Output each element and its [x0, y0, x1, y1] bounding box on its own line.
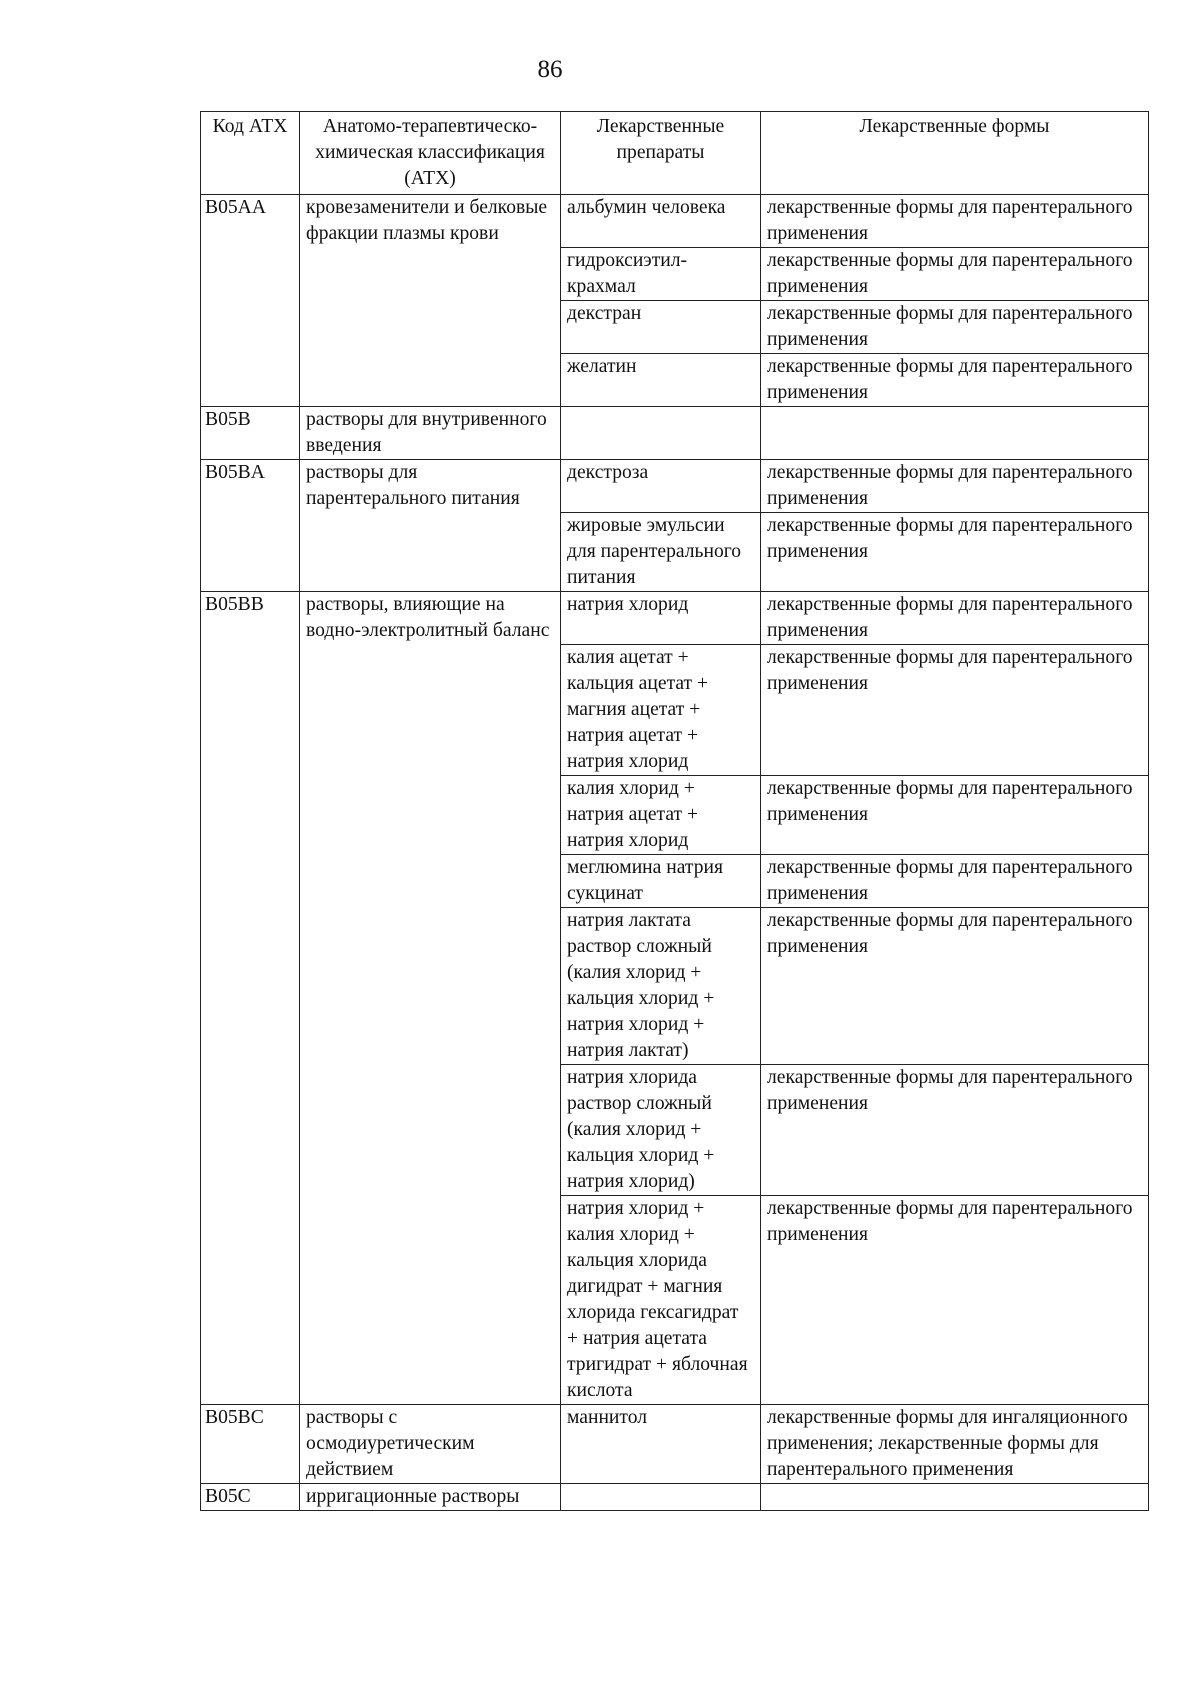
drug-name: натрия хлорид	[561, 592, 761, 645]
header-code: Код АТХ	[201, 112, 300, 195]
drug-name: гидроксиэтил-крахмал	[561, 248, 761, 301]
table-row	[201, 195, 1149, 248]
dosage-form	[761, 407, 1149, 460]
table-body	[201, 195, 1149, 1511]
header-forms: Лекарственные формы	[761, 112, 1149, 195]
page-number: 86	[537, 56, 563, 83]
table-row	[201, 407, 1149, 460]
atc-code: B05BB	[201, 592, 300, 1405]
atc-classification: кровезаменители и белковые фракции плазмы крови	[300, 195, 561, 407]
dosage-form: лекарственные формы для парентерального применения	[761, 301, 1149, 354]
table-row	[201, 1405, 1149, 1484]
drug-name: меглюмина натрия сукцинат	[561, 855, 761, 908]
dosage-form	[761, 1484, 1149, 1511]
atc-classification: ирригационные растворы	[300, 1484, 561, 1511]
drug-name: натрия хлорид + калия хлорид + кальция хлорида дигидрат + магния хлорида гексагидрат + натрия ацетата тригидрат + яблочная кислота	[561, 1196, 761, 1405]
dosage-form: лекарственные формы для парентерального применения	[761, 354, 1149, 407]
drug-name	[561, 407, 761, 460]
atc-code: B05C	[201, 1484, 300, 1511]
dosage-form: лекарственные формы для парентерального применения	[761, 776, 1149, 855]
drug-name: декстран	[561, 301, 761, 354]
atc-table	[200, 111, 1149, 1511]
dosage-form: лекарственные формы для парентерального применения	[761, 195, 1149, 248]
atc-classification: растворы для парентерального питания	[300, 460, 561, 592]
drug-name: декстроза	[561, 460, 761, 513]
dosage-form: лекарственные формы для ингаляционного применения; лекарственные формы для парентерального применения	[761, 1405, 1149, 1484]
dosage-form: лекарственные формы для парентерального применения	[761, 1196, 1149, 1405]
drug-name: маннитол	[561, 1405, 761, 1484]
drug-name: калия ацетат + кальция ацетат + магния ацетат + натрия ацетат + натрия хлорид	[561, 645, 761, 776]
atc-code: B05B	[201, 407, 300, 460]
atc-classification: растворы, влияющие на водно-электролитный баланс	[300, 592, 561, 1405]
atc-code: B05BC	[201, 1405, 300, 1484]
dosage-form: лекарственные формы для парентерального применения	[761, 908, 1149, 1065]
table-row	[201, 460, 1149, 513]
dosage-form: лекарственные формы для парентерального применения	[761, 855, 1149, 908]
atc-classification: растворы для внутривенного введения	[300, 407, 561, 460]
drug-name: альбумин человека	[561, 195, 761, 248]
header-classification: Анатомо-терапевтическо-химическая классификация (АТХ)	[300, 112, 561, 195]
drug-name: жировые эмульсии для парентерального питания	[561, 513, 761, 592]
dosage-form: лекарственные формы для парентерального применения	[761, 248, 1149, 301]
dosage-form: лекарственные формы для парентерального применения	[761, 592, 1149, 645]
header-drugs: Лекарственные препараты	[561, 112, 761, 195]
drug-name: калия хлорид + натрия ацетат + натрия хлорид	[561, 776, 761, 855]
table-header-row	[201, 112, 1149, 195]
dosage-form: лекарственные формы для парентерального применения	[761, 513, 1149, 592]
dosage-form: лекарственные формы для парентерального применения	[761, 460, 1149, 513]
dosage-form: лекарственные формы для парентерального применения	[761, 1065, 1149, 1196]
atc-code: B05AA	[201, 195, 300, 407]
drug-name: натрия хлорида раствор сложный (калия хлорид + кальция хлорид + натрия хлорид)	[561, 1065, 761, 1196]
atc-classification: растворы с осмодиуретическим действием	[300, 1405, 561, 1484]
atc-code: B05BA	[201, 460, 300, 592]
drug-name	[561, 1484, 761, 1511]
drug-name: желатин	[561, 354, 761, 407]
table-row	[201, 592, 1149, 645]
drug-name: натрия лактата раствор сложный (калия хлорид + кальция хлорид + натрия хлорид + натрия лактат)	[561, 908, 761, 1065]
dosage-form: лекарственные формы для парентерального применения	[761, 645, 1149, 776]
table-row	[201, 1484, 1149, 1511]
